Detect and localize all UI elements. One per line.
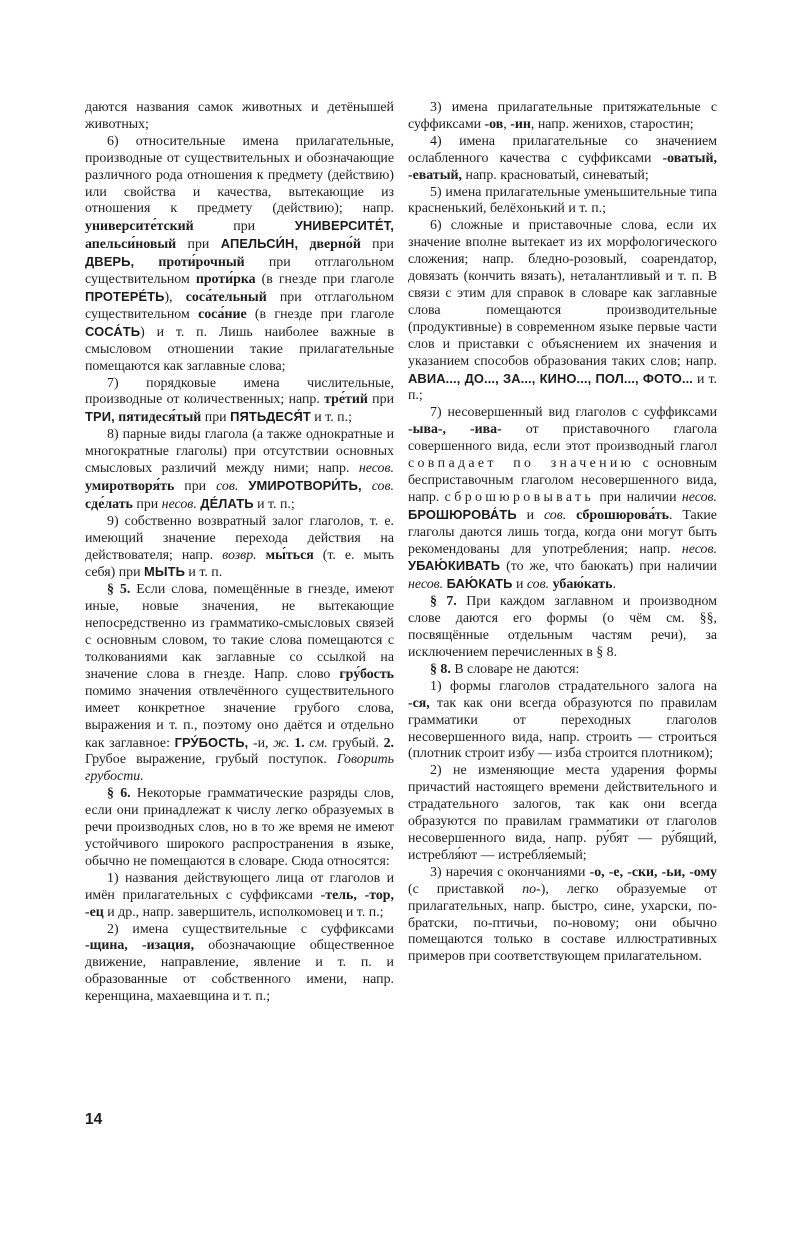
paragraph: [85, 427, 394, 514]
paragraph: [408, 679, 717, 764]
text-run: мы́ться: [265, 547, 314, 563]
text-run: сов.: [216, 478, 239, 494]
paragraph: [85, 871, 394, 922]
text-run: -оватый, -еватый,: [408, 150, 717, 183]
text-run: 6) относительные имена прилагательные, производные от существительных и обозначающие различного рода отношения к предмету (действию) или свойства и качества, вытекающие из отношения к предмету (действию); напр.: [85, 133, 394, 217]
text-run: ),: [164, 289, 186, 305]
text-run: , напр. женихов, старостин;: [530, 116, 694, 132]
text-run: так как они всегда образуются по правилам грамматики от переходных глаголов несовершенного вида, напр. строить — строиться (плотник строит избу — изба строится плотником);: [408, 695, 717, 762]
text-run: несов.: [681, 541, 717, 557]
text-run: (в гнезде при глаголе: [255, 272, 394, 288]
text-run: -и,: [248, 735, 274, 751]
text-run: и: [512, 577, 527, 593]
text-run: АВИА..., ДО..., ЗА..., КИНО..., ПОЛ..., ФОТО...: [408, 370, 693, 386]
text-run: при: [132, 496, 162, 512]
text-run: даются названия самок животных и детёнышей животных;: [85, 100, 394, 132]
text-run: БАЮ́КАТЬ: [446, 576, 513, 592]
text-run: -тель, -тор, -ец: [85, 887, 394, 920]
text-run: 3) наречия с окончаниями: [430, 864, 590, 880]
paragraph: [408, 594, 717, 662]
text-run: и т. п.;: [253, 496, 295, 512]
text-run: помимо значения отвлечённого существительного имеет конкретное значение грубого слова, выражения и т. п., поэтому оно даётся и отдельно как заглавное:: [85, 683, 394, 751]
text-run: -ся,: [408, 695, 430, 711]
text-run: СОСА́ТЬ: [85, 323, 141, 339]
text-run: сов.: [526, 577, 550, 593]
text-run: 7) несовершенный вид глаголов с суффиксами: [430, 405, 717, 421]
text-run: университе́тский: [85, 219, 194, 235]
text-column-right: [408, 100, 717, 1006]
paragraph: [408, 763, 717, 864]
text-run: 9) собственно возвратный залог глаголов, т. е. имеющий значение перехода действия на действователя; напр.: [85, 513, 394, 563]
text-run: АПЕЛЬСИ́Н,: [220, 236, 299, 252]
text-run: ПЯТЬДЕСЯ́Т: [230, 409, 311, 425]
text-run: [238, 479, 248, 494]
text-run: проти́рочный: [134, 255, 245, 271]
paragraph: [408, 134, 717, 185]
text-run: 4) имена прилагательные со значением ослабленного качества с суффиксами: [408, 133, 717, 166]
text-run: сов.: [371, 478, 394, 494]
text-run: ПРОТЕРЕ́ТЬ: [85, 288, 165, 304]
text-run: -ин: [510, 116, 531, 132]
text-run: В словаре не даются:: [450, 661, 580, 677]
text-run: проти́рка: [195, 272, 256, 288]
text-run: и др., напр. завершитель, исполкомовец и т. п.;: [103, 904, 384, 920]
paragraph: [408, 865, 717, 966]
text-run: ГРУ́БОСТЬ,: [174, 734, 249, 750]
text-run: соса́тельный: [185, 289, 267, 305]
text-run: сброшюровывать: [444, 489, 595, 505]
text-run: сов.: [543, 507, 567, 523]
text-run: Говорить грубости.: [85, 752, 394, 785]
text-run: Если слова, помещённые в гнезде, имеют иные, новые значения, не вытекающие непосредственно из грамматико-смысловых связей с основным словом, то такие слова помещаются с толкованиями как заглавные со ссылкой на значение слова в гнезде. Напр. слово: [85, 582, 394, 682]
text-run: (т. е. мыть себя) при: [85, 547, 394, 581]
paragraph: [85, 786, 394, 871]
text-run: и т. п.: [184, 565, 223, 581]
paragraph: [408, 185, 717, 219]
paragraph: [85, 376, 394, 428]
page-number: 14: [85, 1111, 103, 1128]
text-run: ,: [503, 116, 511, 132]
text-run: обозначающие общественное движение, направление, явление и т. п. и образованные от собственного имени, напр. керенщина, махаевщина и т. п.;: [85, 938, 394, 1005]
text-run: Некоторые грамматические разряды слов, если они принадлежат к числу легко образуемых в речи производных слов, но в то же время не имеют устойчивого широкого распространения в языке, обычно не помещаются в словаре. Сюда относятся:: [85, 786, 395, 869]
text-run: при: [201, 410, 231, 426]
text-run: при: [367, 392, 394, 408]
text-run: совпадает по значению: [408, 456, 635, 472]
text-run: гру́бость: [339, 666, 394, 682]
text-run: при наличии: [594, 489, 682, 505]
paragraph: [408, 405, 717, 594]
text-run: при: [176, 237, 221, 253]
text-run: от приставочного глагола совершенного вида, если этот производный глагол: [408, 422, 717, 455]
text-run: УБАЮ́КИВАТЬ: [408, 558, 501, 574]
text-run: и т. п.;: [408, 371, 717, 404]
text-run: ДВЕРЬ,: [85, 254, 135, 270]
text-run: Грубое выражение, грубый поступок.: [85, 752, 337, 768]
paragraph: [85, 582, 394, 786]
two-column-text-block: [85, 100, 717, 1006]
text-run: соса́ние: [198, 306, 247, 322]
text-run: (с приставкой: [408, 881, 523, 897]
text-run: .: [612, 577, 616, 593]
text-run: (то же, что баюкать) при наличии: [500, 559, 717, 575]
text-run: § 5.: [107, 582, 131, 598]
paragraph: [85, 514, 394, 583]
text-run: с основным бесприставочным глаголом несовершенного вида, напр.: [408, 456, 717, 505]
text-run: УНИВЕРСИТЕ́Т,: [294, 218, 394, 234]
text-run: грубый.: [327, 735, 384, 751]
text-run: -о, -е, -ски, -ьи, -ому: [589, 864, 717, 880]
text-run: 5) имена прилагательные уменьшительные типа красненький, белёхонький и т. п.;: [408, 184, 717, 217]
paragraph: [408, 100, 717, 134]
text-run: сброшюрова́ть: [576, 507, 669, 523]
text-run: по-: [522, 881, 541, 897]
text-run: 8) парные виды глагола (а также однократные и многократные глаголы) при отсутствии основных смысловых различий между ними; напр.: [85, 427, 394, 477]
paragraph: [85, 100, 394, 134]
text-run: при отглагольном существительном: [85, 289, 394, 322]
text-run: 2.: [383, 735, 394, 751]
text-run: При каждом заглавном и производном слове даются его формы (о чём см. §§, посвящённые отдельным частям речи), за исключением перечисленных в § 8.: [408, 594, 717, 660]
text-run: при: [174, 478, 217, 494]
text-run: -ов: [484, 116, 504, 132]
text-run: тре́тий: [324, 392, 368, 408]
text-run: убаю́кать: [552, 577, 613, 593]
text-run: несов.: [681, 489, 718, 505]
text-run: сде́лать: [85, 496, 133, 512]
text-run: (в гнезде при глаголе: [246, 306, 394, 322]
text-run: МЫТЬ: [144, 564, 185, 580]
text-run: умиротворя́ть: [85, 478, 175, 494]
text-run: 1.: [294, 735, 305, 751]
text-run: несов.: [161, 496, 197, 512]
text-run: ж.: [273, 735, 290, 751]
text-run: § 8.: [430, 661, 451, 677]
text-run: [257, 548, 266, 563]
paragraph: [85, 134, 394, 376]
text-run: и т. п.;: [310, 410, 352, 426]
paragraph: [408, 218, 717, 405]
text-run: 2) имена существительные с суффиксами: [107, 921, 394, 937]
text-run: несов.: [408, 577, 444, 593]
text-run: -ыва-, -ива-: [408, 422, 502, 438]
paragraph: [85, 922, 394, 1007]
text-run: см.: [309, 735, 328, 751]
text-run: ) и т. п. Лишь наиболее важные в смысловом отношении такие прилагательные помещаются как заглавные слова;: [85, 324, 394, 374]
text-run: 1) названия действующего лица от глаголов и имён прилагательных с суффиксами: [85, 870, 394, 903]
text-run: ТРИ,: [85, 409, 115, 425]
paragraph: [408, 662, 717, 679]
text-run: пятидеся́тый: [114, 410, 202, 426]
text-run: ), легко образуемые от прилагательных, напр. быстро, сине, ухарски, по-братски, по-птичьи, по-новому; они обычно помещаются только в составе иллюстративных примеров при соответствующем прилагательном.: [408, 881, 717, 965]
text-run: ДЕ́ЛАТЬ: [200, 495, 254, 511]
text-run: апельси́новый: [85, 237, 177, 253]
text-run: несов.: [358, 461, 394, 477]
text-run: БРОШЮРОВА́ТЬ: [408, 506, 517, 522]
text-run: и: [516, 507, 544, 523]
text-run: при: [360, 237, 394, 253]
text-run: . Такие глаголы даются лишь тогда, когда они могут быть рекомендованы для употребления; напр.: [408, 507, 717, 557]
text-run: 6) сложные и приставочные слова, если их значение вполне вытекает из их морфологического сложения; напр. бледно-розовый, соарендатор, довязать (кончить вязать), неталантливый и т. п. В связи с этим для справок в словаре как заглавные слова помещаются производительные (продуктивные) в современном языке первые части слов и приставки с объяснением их значения и указанием способов образования таких слов; напр.: [408, 218, 717, 369]
text-run: при: [193, 219, 295, 235]
text-run: 2) не изменяющие места ударения формы причастий настоящего времени действительного и страдательного залогов, так как они всегда образуются по правилам грамматики от глаголов несовершенного вида, напр. ру́бят — ру́бящий, истребля́ют — истребля́емый;: [408, 763, 717, 863]
text-run: [566, 508, 576, 523]
text-run: § 6.: [107, 786, 131, 802]
text-run: -щина, -изация,: [85, 938, 195, 954]
text-run: § 7.: [430, 594, 457, 610]
text-run: 3) имена прилагательные притяжательные с суффиксами: [408, 100, 717, 132]
text-run: напр. красноватый, синеватый;: [462, 167, 649, 183]
text-run: возвр.: [222, 547, 257, 563]
text-run: [362, 479, 372, 494]
text-run: УМИРОТВОРИ́ТЬ,: [248, 477, 362, 493]
text-column-left: [85, 100, 394, 1006]
text-run: 1) формы глаголов страдательного залога на: [430, 678, 717, 694]
text-run: 7) порядковые имена числительные, производные от количественных; напр.: [85, 375, 394, 408]
text-run: дверно́й: [298, 237, 361, 253]
text-run: при отглагольном существительном: [85, 255, 394, 288]
